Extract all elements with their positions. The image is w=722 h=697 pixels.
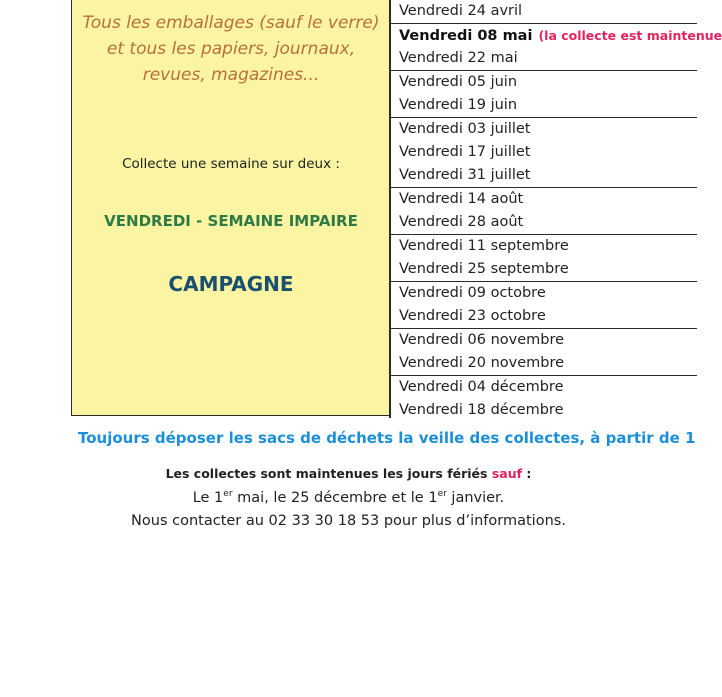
collection-frequency: Collecte une semaine sur deux : <box>122 156 340 172</box>
holiday-text: Le 1 <box>192 489 224 506</box>
date-text: Vendredi 20 novembre <box>399 355 565 371</box>
date-text: Vendredi 24 avril <box>399 3 523 19</box>
date-row <box>391 118 697 141</box>
ordinal-suffix: er <box>437 489 447 499</box>
date-text: Vendredi 18 décembre <box>399 402 564 418</box>
date-group-september <box>391 235 697 282</box>
holidays-title-colon: : <box>522 466 532 481</box>
holiday-note: (la collecte est maintenue <box>538 28 722 43</box>
intro-line: Tous les emballages (sauf le verre) <box>82 13 380 33</box>
date-text: Vendredi 08 mai <box>399 28 533 44</box>
date-group-may <box>391 24 722 71</box>
date-text: Vendredi 25 septembre <box>399 261 569 277</box>
deposit-notice: Toujours déposer les sacs de déchets la veille des collectes, à partir de 1 <box>78 429 696 447</box>
date-text: Vendredi 31 juillet <box>399 167 531 183</box>
waste-type-panel <box>71 0 389 416</box>
date-row <box>391 282 697 305</box>
date-text: Vendredi 11 septembre <box>399 238 569 254</box>
date-row <box>391 71 697 94</box>
holidays-title-text: Les collectes sont maintenues les jours fériés <box>165 466 488 481</box>
date-text: Vendredi 14 août <box>399 191 524 207</box>
ordinal-suffix: er <box>223 489 233 499</box>
date-group-august <box>391 188 697 235</box>
date-row <box>391 376 697 399</box>
date-text: Vendredi 19 juin <box>399 97 518 113</box>
date-text: Vendredi 17 juillet <box>399 144 531 160</box>
date-text: Vendredi 03 juillet <box>399 121 531 137</box>
date-group-november <box>391 329 697 376</box>
holiday-text: janvier. <box>446 489 505 506</box>
date-group-april <box>391 0 697 24</box>
collection-day: VENDREDI - SEMAINE IMPAIRE <box>104 212 358 230</box>
date-row <box>391 258 697 281</box>
date-text: Vendredi 23 octobre <box>399 308 546 324</box>
date-group-july <box>391 118 697 188</box>
date-row <box>391 94 697 117</box>
date-row <box>391 305 697 328</box>
date-text: Vendredi 09 octobre <box>399 285 546 301</box>
collection-zone: CAMPAGNE <box>168 272 294 296</box>
holidays-exception-word: sauf <box>491 466 523 481</box>
date-row <box>391 352 697 375</box>
date-row <box>391 235 697 258</box>
date-group-october <box>391 282 697 329</box>
date-text: Vendredi 04 décembre <box>399 379 564 395</box>
date-row <box>391 0 697 23</box>
collection-dates-table <box>391 0 722 422</box>
date-row <box>391 399 697 422</box>
holidays-title <box>0 466 697 481</box>
date-row <box>391 188 697 211</box>
date-group-june <box>391 71 697 118</box>
intro-line: revues, magazines... <box>142 65 320 85</box>
date-row <box>391 47 697 70</box>
date-row <box>391 24 722 47</box>
date-row <box>391 329 697 352</box>
date-text: Vendredi 22 mai <box>399 50 518 66</box>
date-text: Vendredi 06 novembre <box>399 332 565 348</box>
holiday-exceptions <box>0 489 697 506</box>
date-row <box>391 211 697 234</box>
date-row <box>391 141 697 164</box>
date-text: Vendredi 28 août <box>399 214 524 230</box>
waste-type-description <box>72 10 390 88</box>
date-group-december <box>391 376 697 422</box>
date-text: Vendredi 05 juin <box>399 74 518 90</box>
contact-info: Nous contacter au 02 33 30 18 53 pour plus d’informations. <box>131 513 566 529</box>
holiday-text: mai, le 25 décembre et le 1 <box>232 489 438 506</box>
intro-line: et tous les papiers, journaux, <box>106 39 356 59</box>
date-row <box>391 164 697 187</box>
